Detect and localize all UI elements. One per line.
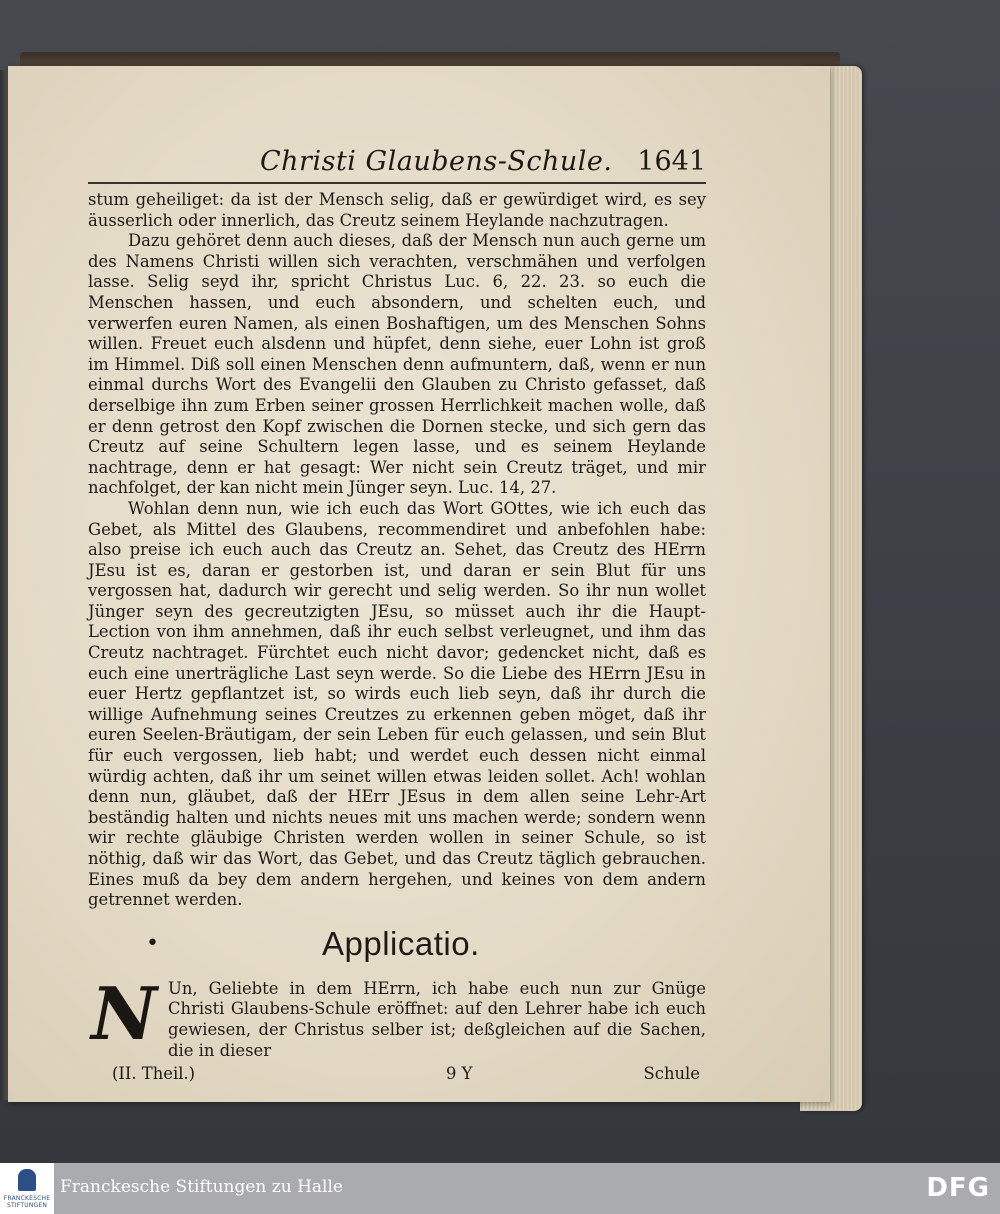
running-title: Christi Glaubens-Schule. — [260, 146, 613, 177]
signature-mark: (II. Theil.) — [112, 1064, 196, 1084]
gathering-mark: 9 Y — [446, 1064, 473, 1084]
franckesche-logo[interactable] — [0, 1163, 54, 1214]
logo-caption: FRANCKESCHE STIFTUNGEN — [3, 1195, 51, 1209]
paragraph-3: Wohlan denn nun, wie ich euch das Wort GOttes, wie ich euch das Gebet, als Mittel des Glaubens, recommendiret und anbefohlen habe: also preise ich euch auch das Creutz an. Sehet, das Creutz des HErrn JEsu ist es, daran er gestorben ist, und daran er sein Blut für uns vergossen hat, dadurch wir gerecht und selig werden. So ihr nun wollet Jünger seyn des gecreutzigten JEsu, so müsset auch ihr die Haupt-Lection von ihm annehmen, daß ihr euch selbst verleugnet, und ihm das Creutz nachtraget. Fürchtet euch nicht davor; gedencket nicht, daß es euch eine unerträgliche Last seyn werde. So die Liebe des HErrn JEsu in euer Hertz gepflantzet ist, so wirds euch lieb seyn, daß ihr durch die willige Aufnehmung seines Creutzes zu erkennen geben möget, daß ihr euren Seelen-Bräutigam, der sein Leben für euch gelassen, und sein Blut für euch vergossen, lieb habt; und werdet euch dessen nicht einmal würdig achten, daß ihr um seinet willen etwas leiden sollet. Ach! wohlan denn nun, gläubet, daß der HErr JEsus in dem allen seine Lehr-Art beständig halten und nichts neues mit uns machen werde; sondern wenn wir rechte gläubige Christen werden wollen in seiner Schule, so ist nöthig, daß wir das Wort, das Gebet, und das Creutz täglich gebrauchen. Eines muß da bey dem andern hergehen, und keines von dem andern getrennet werden. — [88, 498, 706, 910]
institution-name: Franckesche Stiftungen zu Halle — [60, 1177, 343, 1197]
application-paragraph — [88, 970, 706, 1061]
bullet-mark: • — [146, 930, 159, 956]
section-heading-row — [88, 921, 706, 979]
book-page — [8, 66, 830, 1102]
application-text: Un, Geliebte in dem HErrn, ich habe euch nun zur Gnüge Christi Glaubens-Schule eröffnet: auf den Lehrer habe ich euch gewiesen, der Christus selber ist; deßgleichen auf die Sachen, die in dieser — [168, 978, 706, 1060]
running-head — [88, 140, 706, 182]
dfg-logo[interactable]: DFG — [926, 1173, 990, 1203]
head-rule — [88, 182, 706, 184]
page-footer-line — [88, 1063, 706, 1087]
section-heading: Applicatio. — [322, 924, 480, 962]
viewer-footer-bar — [0, 1163, 1000, 1214]
text-block — [88, 140, 706, 1087]
dropcap-initial: N — [91, 970, 157, 1056]
institution-emblem-icon — [18, 1169, 36, 1191]
catchword: Schule — [643, 1064, 700, 1084]
paragraph-2: Dazu gehöret denn auch dieses, daß der Mensch nun auch gerne um des Namens Christi willen sich verachten, verschmähen und verfolgen lasse. Selig seyd ihr, spricht Christus Luc. 6, 22. 23. so euch die Menschen hassen, und euch absondern, und schelten euch, und verwerfen euren Namen, als einen Boshaftigen, um des Menschen Sohns willen. Freuet euch alsdenn und hüpfet, denn siehe, euer Lohn ist groß im Himmel. Diß soll einen Menschen denn aufmuntern, daß, wenn er nun einmal durchs Wort des Evangelii den Glauben zu Christo gefasset, daß derselbige ihn zum Erben seiner grossen Herrlichkeit machen wolle, daß er denn getrost den Kopf zwischen die Dornen stecke, und sich gern das Creutz auf seine Schultern legen lasse, und es seinem Heylande nachtrage, denn er hat gesagt: Wer nicht sein Creutz träget, und mir nachfolget, der kan nicht mein Jünger seyn. Luc. 14, 27. — [88, 231, 706, 498]
paragraph-1: stum geheiliget: da ist der Mensch selig, daß er gewürdiget wird, es sey äusserlich oder innerlich, das Creutz seinem Heylande nachzutragen. — [88, 190, 706, 230]
page-number: 1641 — [637, 146, 706, 177]
